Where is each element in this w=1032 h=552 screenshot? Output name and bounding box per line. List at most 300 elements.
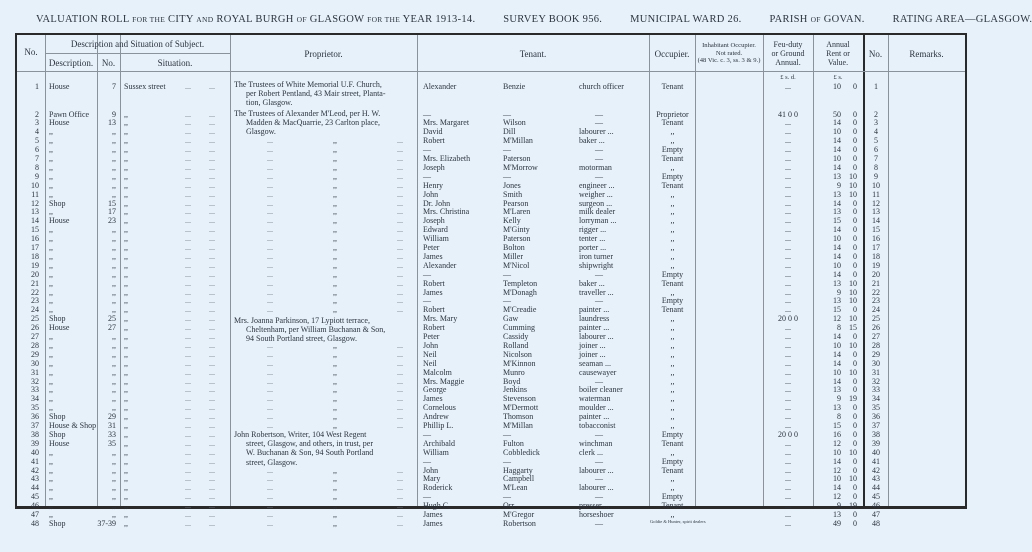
row-description: ,,	[49, 340, 53, 350]
rent-units: £ s.	[833, 74, 843, 81]
row-number: 47	[31, 510, 39, 519]
proprietor-ditto: ,,	[333, 225, 337, 235]
proprietor-dots: ...	[397, 518, 403, 528]
row-dots: ...	[185, 136, 191, 146]
row-house-number: ,,	[112, 483, 116, 493]
row-dots: ...	[209, 305, 215, 315]
tenant-first-name: —	[423, 109, 431, 119]
rent-shillings: 0	[853, 332, 857, 341]
row-situation: ,,	[124, 171, 128, 181]
rent-shillings: 15	[849, 323, 857, 333]
row-dots: ...	[209, 332, 215, 341]
rent-pounds: 15	[833, 421, 841, 430]
proprietor-dots: ...	[397, 358, 403, 368]
occupier: Tenant	[661, 305, 684, 315]
proprietor-ditto: ,,	[333, 207, 337, 217]
row-dots: ...	[185, 278, 191, 288]
rent-pounds: 10	[833, 234, 841, 244]
table-row	[17, 225, 965, 234]
row-situation: ,,	[124, 136, 128, 146]
rent-pounds: 10	[833, 367, 841, 377]
tenant-first-name: —	[423, 145, 431, 155]
row-dots: ...	[185, 305, 191, 315]
proprietor-dots: ...	[267, 412, 273, 422]
header-no-right: No.	[868, 49, 883, 59]
feu-duty: ...	[785, 456, 791, 466]
row-description: ,,	[49, 474, 53, 484]
row-situation: ,,	[124, 474, 128, 484]
occupier: ,,	[670, 314, 675, 324]
occupier: ,,	[670, 510, 675, 519]
feu-duty: ...	[785, 269, 791, 279]
row-number-right: 39	[872, 438, 880, 448]
row-number: 27	[31, 332, 39, 341]
proprietor-ditto: ,,	[333, 154, 337, 163]
row-house-number: 37-39	[97, 518, 116, 528]
rent-pounds: 10	[833, 474, 841, 484]
tenant-first-name: David	[423, 127, 443, 137]
tenant-first-name: Robert	[423, 278, 445, 288]
proprietor-ditto: ,,	[333, 189, 337, 199]
table-row	[17, 332, 965, 344]
feu-duty: 41 0 0	[778, 109, 798, 119]
title-word: AND	[196, 15, 214, 24]
row-house-number: 33	[108, 429, 116, 439]
rent-shillings: 0	[853, 429, 857, 439]
feu-duty: ...	[785, 332, 791, 341]
table-row	[17, 377, 965, 386]
tenant-first-name: —	[423, 429, 431, 439]
proprietor-dots: ...	[267, 403, 273, 413]
row-dots: ...	[185, 162, 191, 172]
row-dots: ...	[209, 447, 215, 457]
proprietor-ditto: ,,	[333, 180, 337, 190]
row-dots: ...	[209, 349, 215, 359]
row-house-number: 29	[108, 412, 116, 422]
rent-shillings: 0	[853, 216, 857, 226]
row-number: 28	[31, 340, 39, 350]
feu-duty: ...	[785, 154, 791, 163]
occupier: Empty	[661, 145, 684, 155]
tenant-first-name: Robert	[423, 305, 445, 315]
occupier: ,,	[670, 394, 675, 404]
proprietor-line: W. Buchanan & Son, 94 South Portland	[246, 448, 374, 458]
row-situation: ,,	[124, 367, 128, 377]
tenant-surname: Smith	[503, 189, 523, 199]
row-dots: ...	[185, 225, 191, 235]
proprietor-dots: ...	[267, 269, 273, 279]
row-dots: ...	[185, 314, 191, 324]
occupier: ,,	[670, 412, 675, 422]
tenant-occupation: church officer	[579, 82, 624, 91]
row-house-number: ,,	[112, 385, 116, 395]
proprietor-ditto: ,,	[333, 394, 337, 404]
row-description: ,,	[49, 189, 53, 199]
tenant-occupation: —	[595, 154, 603, 163]
table-row	[17, 252, 965, 261]
row-house-number: ,,	[112, 403, 116, 413]
tenant-occupation: —	[595, 474, 603, 484]
proprietor-dots: ...	[397, 367, 403, 377]
row-situation: ,,	[124, 225, 128, 235]
table-row	[17, 394, 965, 403]
table-row	[17, 190, 965, 199]
row-dots: ...	[209, 287, 215, 297]
header-line: Rent or	[826, 49, 850, 58]
tenant-surname: Bolton	[503, 243, 525, 252]
proprietor-dots: ...	[397, 278, 403, 288]
row-house-number: 9	[112, 109, 116, 119]
row-description: ,,	[49, 145, 53, 155]
proprietor-dots: ...	[267, 251, 273, 261]
feu-duty: ...	[785, 518, 791, 528]
tenant-first-name: William	[423, 447, 449, 457]
tenant-occupation: winchman	[579, 438, 613, 448]
tenant-occupation: traveller ...	[579, 287, 614, 297]
occupier: ,,	[670, 340, 675, 350]
tenant-occupation: waterman	[579, 394, 611, 404]
proprietor-dots: ...	[397, 154, 403, 163]
feu-units: £ s. d.	[780, 74, 796, 81]
row-description: Shop	[49, 412, 66, 422]
row-number: 4	[35, 127, 39, 137]
row-number-right: 22	[872, 287, 880, 297]
tenant-surname: Thomson	[503, 412, 534, 422]
row-situation: ,,	[124, 234, 128, 244]
row-situation: ,,	[124, 510, 128, 519]
row-number-right: 12	[872, 198, 880, 208]
row-situation: ,,	[124, 269, 128, 279]
tenant-surname: Rolland	[503, 340, 529, 350]
proprietor-dots: ...	[397, 162, 403, 172]
rent-pounds: 10	[833, 82, 841, 91]
row-number-right: 18	[872, 251, 880, 261]
row-number-right: 25	[872, 314, 880, 324]
parish-label: PARISH	[769, 14, 808, 25]
row-description: ,,	[49, 465, 53, 475]
rent-shillings: 0	[853, 127, 857, 137]
header-line: or Ground	[771, 49, 805, 58]
proprietor-dots: ...	[267, 180, 273, 190]
rent-pounds: 14	[833, 243, 841, 252]
rent-shillings: 0	[853, 456, 857, 466]
row-number: 23	[31, 296, 39, 306]
tenant-occupation: —	[595, 456, 603, 466]
table-row	[17, 216, 965, 225]
row-dots: ...	[209, 376, 215, 386]
tenant-surname: M'Dermott	[503, 403, 539, 413]
proprietor-ditto: ,,	[333, 234, 337, 244]
row-description: ,,	[49, 447, 53, 457]
rent-pounds: 13	[833, 278, 841, 288]
row-dots: ...	[209, 136, 215, 146]
tenant-surname: Stevenson	[503, 394, 536, 404]
row-dots: ...	[185, 260, 191, 270]
tenant-surname: M'Millan	[503, 136, 533, 146]
feu-duty: ...	[785, 171, 791, 181]
row-dots: ...	[185, 367, 191, 377]
table-row	[17, 501, 965, 510]
proprietor-dots: ...	[267, 162, 273, 172]
feu-duty: ...	[785, 349, 791, 359]
tenant-surname: M'Nicol	[503, 260, 530, 270]
header-remarks: Remarks.	[909, 49, 944, 59]
tenant-first-name: —	[423, 492, 431, 502]
occupier: ,,	[670, 421, 675, 430]
tenant-first-name: —	[423, 171, 431, 181]
row-description: ,,	[49, 492, 53, 502]
table-row	[17, 385, 965, 394]
table-row	[17, 110, 965, 119]
occupier: ,,	[670, 127, 675, 137]
rent-pounds: 10	[833, 127, 841, 137]
row-description: ,,	[49, 207, 53, 217]
table-row	[17, 82, 965, 91]
rent-pounds: 14	[833, 225, 841, 235]
row-number: 20	[31, 269, 39, 279]
tenant-occupation: baker ...	[579, 136, 605, 146]
row-situation: ,,	[124, 109, 128, 119]
tenant-occupation: shipwright	[579, 260, 614, 270]
row-number-right: 46	[872, 501, 880, 511]
title-word: OF	[810, 15, 821, 24]
rent-pounds: 49	[833, 518, 841, 528]
row-situation: ,,	[124, 162, 128, 172]
tenant-occupation: weigher ...	[579, 189, 613, 199]
row-situation: ,,	[124, 189, 128, 199]
rent-pounds: 14	[833, 269, 841, 279]
rent-pounds: 14	[833, 376, 841, 386]
tenant-occupation: clerk ...	[579, 447, 603, 457]
row-house-number: ,,	[112, 447, 116, 457]
proprietor-ditto: ,,	[333, 510, 337, 519]
row-number-right: 7	[874, 154, 878, 163]
tenant-surname: Wilson	[503, 118, 526, 128]
row-number: 45	[31, 492, 39, 502]
tenant-surname: Robertson	[503, 518, 536, 528]
proprietor-dots: ...	[397, 207, 403, 217]
tenant-surname: Cobbledick	[503, 447, 540, 457]
rent-shillings: 10	[849, 367, 857, 377]
proprietor-ditto: ,,	[333, 483, 337, 493]
row-situation: ,,	[124, 394, 128, 404]
row-description: Shop	[49, 518, 66, 528]
feu-duty: ...	[785, 251, 791, 261]
header-number: No.	[101, 58, 116, 68]
row-house-number: ,,	[112, 278, 116, 288]
row-number: 43	[31, 474, 39, 484]
row-dots: ...	[209, 501, 215, 511]
table-row	[17, 368, 965, 377]
rent-shillings: 0	[853, 251, 857, 261]
feu-duty: ...	[785, 216, 791, 226]
proprietor-dots: ...	[397, 394, 403, 404]
table-row	[17, 305, 965, 314]
rent-pounds: 8	[837, 323, 841, 333]
row-house-number: ,,	[112, 474, 116, 484]
proprietor-ditto: ,,	[333, 412, 337, 422]
row-number: 7	[35, 154, 39, 163]
rent-pounds: 12	[833, 465, 841, 475]
row-dots: ...	[185, 510, 191, 519]
row-description: ,,	[49, 394, 53, 404]
proprietor-dots: ...	[397, 421, 403, 430]
row-dots: ...	[209, 340, 215, 350]
feu-duty: ...	[785, 287, 791, 297]
table-row	[17, 118, 965, 127]
row-description: ,,	[49, 376, 53, 386]
row-number-right: 16	[872, 234, 880, 244]
rent-shillings: 0	[853, 376, 857, 386]
tenant-occupation: joiner ...	[579, 349, 606, 359]
occupier: Tenant	[661, 180, 684, 190]
table-row	[17, 154, 965, 163]
tenant-surname: Fulton	[503, 438, 524, 448]
tenant-first-name: Archibald	[423, 438, 455, 448]
occupier: Tenant	[661, 465, 684, 475]
tenant-first-name: Alexander	[423, 82, 457, 91]
rating-area: RATING AREA—GLASGOW.	[892, 14, 1032, 25]
proprietor-ditto: ,,	[333, 171, 337, 181]
row-dots: ...	[209, 243, 215, 252]
feu-duty: ...	[785, 447, 791, 457]
row-description: House & Shop	[49, 421, 97, 430]
row-house-number: 13	[108, 118, 116, 128]
rent-pounds: 50	[833, 109, 841, 119]
table-row	[17, 359, 965, 368]
row-description: ,,	[49, 385, 53, 395]
tenant-surname: Templeton	[503, 278, 538, 288]
table-row	[17, 314, 965, 323]
occupier: ,,	[670, 349, 675, 359]
tenant-occupation: engineer ...	[579, 180, 615, 190]
row-number-right: 2	[874, 109, 878, 119]
rent-pounds: 10	[833, 340, 841, 350]
row-house-number: ,,	[112, 332, 116, 341]
row-dots: ...	[209, 225, 215, 235]
row-dots: ...	[209, 412, 215, 422]
tenant-first-name: Peter	[423, 243, 440, 252]
tenant-occupation: labourer ...	[579, 483, 614, 493]
rent-pounds: 12	[833, 492, 841, 502]
proprietor-dots: ...	[397, 216, 403, 226]
row-house-number: ,,	[112, 136, 116, 146]
row-house-number: ,,	[112, 162, 116, 172]
occupier: ,,	[670, 332, 675, 341]
tenant-occupation: painter ...	[579, 412, 610, 422]
row-number: 17	[31, 243, 39, 252]
proprietor-dots: ...	[267, 305, 273, 315]
feu-duty: ...	[785, 118, 791, 128]
proprietor-dots: ...	[267, 465, 273, 475]
occupier: Tenant	[661, 82, 684, 91]
feu-duty: ...	[785, 198, 791, 208]
proprietor-ditto: ,,	[333, 296, 337, 306]
row-number: 46	[31, 501, 39, 511]
feu-duty: ...	[785, 394, 791, 404]
row-number-right: 15	[872, 225, 880, 235]
row-house-number: ,,	[112, 251, 116, 261]
row-number-right: 13	[872, 207, 880, 217]
table-row	[17, 145, 965, 154]
tenant-occupation: motorman	[579, 162, 612, 172]
row-number-right: 14	[872, 216, 880, 226]
proprietor-ditto: ,,	[333, 358, 337, 368]
proprietor-dots: ...	[267, 189, 273, 199]
valuation-table	[15, 33, 967, 528]
row-description: ,,	[49, 456, 53, 466]
table-row	[17, 261, 965, 270]
row-number: 34	[31, 394, 39, 404]
tenant-surname: Jenkins	[503, 385, 527, 395]
row-number: 2	[35, 109, 39, 119]
tenant-occupation: —	[595, 492, 603, 502]
row-number-right: 1	[874, 82, 878, 91]
proprietor-ditto: ,,	[333, 216, 337, 226]
tenant-first-name: Malcolm	[423, 367, 452, 377]
tenant-occupation: lorryman ...	[579, 216, 617, 226]
row-dots: ...	[209, 358, 215, 368]
tenant-occupation: —	[595, 118, 603, 128]
row-dots: ...	[185, 412, 191, 422]
header-no: No.	[24, 47, 38, 57]
header-feu-duty	[763, 40, 813, 67]
row-number-right: 32	[872, 376, 880, 386]
rent-shillings: 0	[853, 438, 857, 448]
occupier: ,,	[670, 474, 675, 484]
row-number: 36	[31, 412, 39, 422]
rent-shillings: 0	[853, 403, 857, 413]
title-word: FOR THE	[367, 15, 401, 24]
proprietor-dots: ...	[267, 207, 273, 217]
row-description: ,,	[49, 332, 53, 341]
row-dots: ...	[185, 501, 191, 511]
proprietor-dots: ...	[267, 136, 273, 146]
tenant-occupation: —	[595, 296, 603, 306]
occupier: ,,	[670, 323, 675, 333]
feu-duty: ...	[785, 305, 791, 315]
row-dots: ...	[185, 243, 191, 252]
row-dots: ...	[209, 154, 215, 163]
row-situation: ,,	[124, 438, 128, 448]
tenant-first-name: —	[423, 296, 431, 306]
header-description-group: Description and Situation of Subject.	[70, 39, 205, 49]
header-occupier: Occupier.	[654, 49, 690, 59]
tenant-surname: M'Millan	[503, 421, 533, 430]
row-house-number: ,,	[112, 225, 116, 235]
rent-pounds: 8	[837, 412, 841, 422]
tenant-surname: Munro	[503, 367, 525, 377]
tenant-first-name: Mrs. Maggie	[423, 376, 465, 386]
tenant-surname: M'Ginty	[503, 225, 530, 235]
row-house-number: ,,	[112, 501, 116, 511]
proprietor-dots: ...	[267, 376, 273, 386]
row-dots: ...	[185, 234, 191, 244]
proprietor-dots: ...	[267, 421, 273, 430]
rent-pounds: 13	[833, 385, 841, 395]
rent-shillings: 0	[853, 145, 857, 155]
feu-duty: ...	[785, 243, 791, 252]
occupier: Empty	[661, 456, 684, 466]
rent-shillings: 0	[853, 162, 857, 172]
proprietor-dots: ...	[267, 278, 273, 288]
row-dots: ...	[209, 483, 215, 493]
proprietor-ditto: ,,	[333, 136, 337, 146]
row-number: 1	[35, 82, 39, 91]
row-number: 30	[31, 358, 39, 368]
occupier: ,,	[670, 287, 675, 297]
proprietor-dots: ...	[397, 287, 403, 297]
